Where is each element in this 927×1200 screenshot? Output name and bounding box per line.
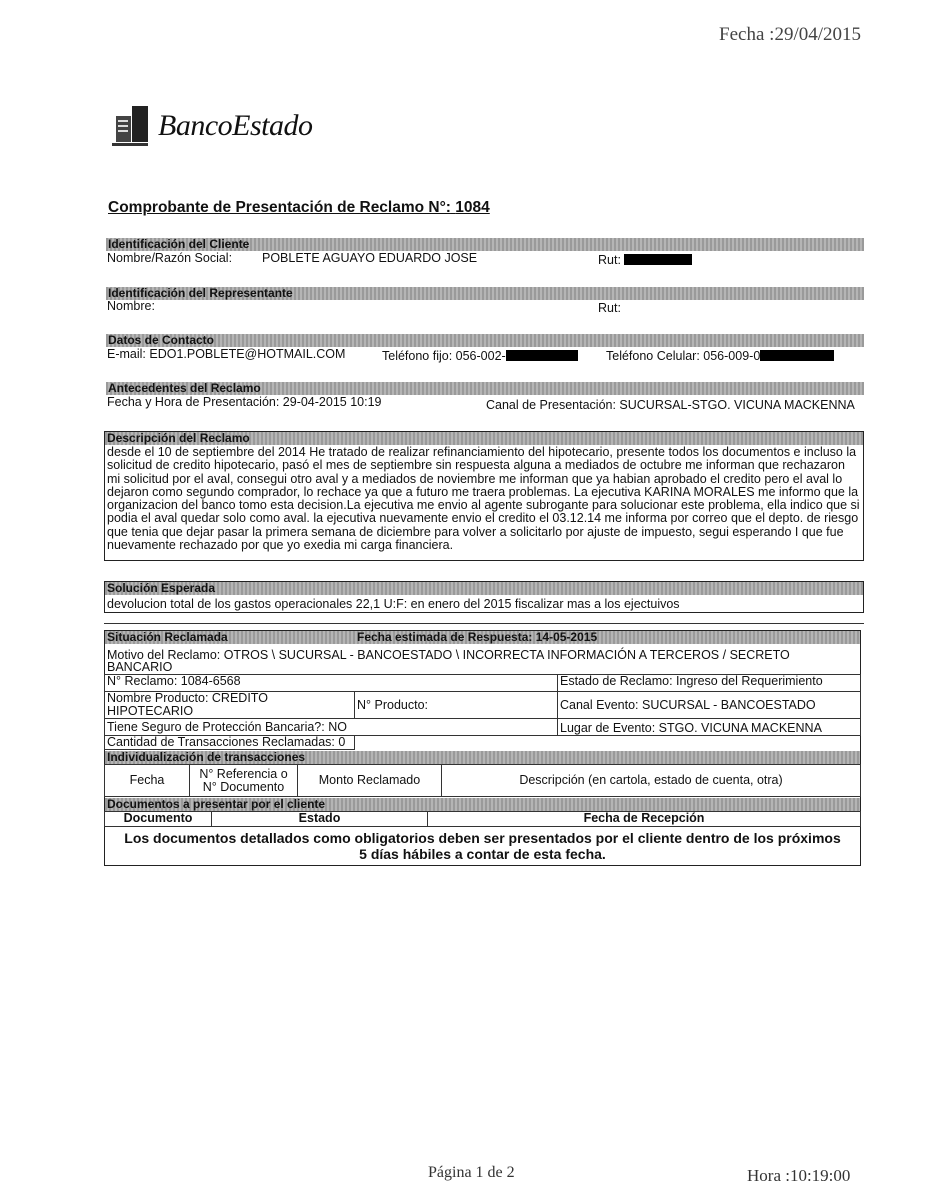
descripcion-line: dejaron como segundo comprador, lo rechace ya que a futuro me traera problemas. La ejecutiva KARINA MORALES me informo que la [107,484,859,499]
descripcion-line: organizacion del banco tomo esta decision.La ejecutiva me envio al agente subrogante para solucionar este problema, ella indico que si [107,498,860,513]
antecedentes-canal: Canal de Presentación: SUCURSAL-STGO. VICUNA MACKENNA [486,398,855,412]
bank-logo [112,106,312,146]
bank-name: BancoEstado [158,109,313,142]
descripcion-line: solicitud de credito hipotecario, pasó el mes de septiembre sin respuesta alguna a mediados de octubre me informan que rechazaron [107,458,845,473]
representante-nombre-label: Nombre: [107,299,155,313]
col-fecha-recepcion: Fecha de Recepción [428,812,861,827]
descripcion-line: desde el 10 de septiembre del 2014 He tratado de realizar refinanciamiento del hipotecario, presente todos los documentos e incluso la [107,445,857,459]
cliente-nombre-value: POBLETE AGUAYO EDUARDO JOSE [262,251,478,265]
descripcion-line: nuevamente rechazado por que yo exedia mi carga financiera. [107,538,454,553]
canal-evento-cell: Canal Evento: SUCURSAL - BANCOESTADO [558,692,861,719]
section-descripcion: Descripción del Reclamo [105,432,863,445]
contacto-celular-text: Teléfono Celular: 056-009-0 [606,349,761,363]
redaction-bar [760,350,834,361]
col-referencia-line-1: N° Referencia o [199,766,288,781]
descripcion-line: podia el aval quedar solo como aval. la ejecutiva nuevamente envio el credito el 03.12.14 me informa por correo que el depto. de riesgo [107,511,859,526]
col-referencia [190,765,298,797]
cantidad-cell: Cantidad de Transacciones Reclamadas: 0 [105,736,355,750]
section-transacciones: Individualización de transacciones [105,751,860,764]
section-contacto: Datos de Contacto [106,334,864,347]
documentos-notice [104,830,861,862]
contacto-email: E-mail: EDO1.POBLETE@HOTMAIL.COM [107,347,346,361]
cliente-rut-label: Rut: [598,253,621,267]
section-representante: Identificación del Representante [106,287,864,300]
documentos-table [104,811,861,827]
section-cliente: Identificación del Cliente [106,238,864,251]
producto-line-2: HIPOTECARIO [107,704,194,718]
col-fecha: Fecha [105,765,190,797]
cliente-nombre-label: Nombre/Razón Social: [107,251,233,265]
motivo-line-1: Motivo del Reclamo: OTROS \ SUCURSAL - BANCOESTADO \ INCORRECTA INFORMACIÓN A TERCEROS / SECRETO [107,648,790,662]
cliente-rut [598,253,692,267]
section-antecedentes: Antecedentes del Reclamo [106,382,864,395]
col-referencia-line-2: N° Documento [202,779,285,794]
motivo-line-2: BANCARIO [107,660,173,674]
col-descripcion: Descripción (en cartola, estado de cuenta, otra) [442,765,861,797]
transacciones-table [104,764,861,797]
situacion-title: Situación Reclamada [107,630,228,644]
claim-number: 1084 [455,199,490,216]
section-solucion: Solución Esperada [105,582,863,595]
col-estado: Estado [212,812,428,827]
section-situacion [105,631,860,644]
representante-rut-label: Rut: [598,301,621,315]
descripcion-text [107,446,863,552]
estado-cell: Estado de Reclamo: Ingreso del Requerimiento [558,675,861,692]
seguro-cell: Tiene Seguro de Protección Bancaria?: NO [105,719,558,736]
fecha-respuesta: Fecha estimada de Respuesta: 14-05-2015 [357,630,598,644]
redaction-bar [506,350,578,361]
producto-cell [105,692,355,719]
print-time: Hora :10:19:00 [747,1166,851,1185]
notice-line-1: Los documentos detallados como obligatorios deben ser presentados por el cliente dentro de los próximos [124,830,841,846]
n-reclamo-cell: N° Reclamo: 1084-6568 [105,675,558,692]
descripcion-line: que tenia que dejar pasar la primera semana de diciembre para volver a solicitarlo por ajuste de impuesto, segui esperando I que fue [107,524,844,539]
title-label: Comprobante de Presentación de Reclamo N°: [108,199,451,216]
page-title [108,199,490,217]
producto-line-1: Nombre Producto: CREDITO [107,691,268,705]
descripcion-line: mi solicitud por el aval, consegui otro aval y a mediados de noviembre me informan que ya habian aprobado el credito pero el aval lo [107,471,843,486]
situacion-table [104,674,861,750]
notice-line-2: 5 días hábiles a contar de esta fecha. [359,846,606,862]
contacto-fijo [382,349,578,363]
bank-logo-icon [112,106,152,146]
empty-cell [558,736,861,750]
print-date: Fecha :29/04/2015 [719,24,861,45]
lugar-cell: Lugar de Evento: STGO. VICUNA MACKENNA [558,719,861,736]
page-number: Página 1 de 2 [428,1164,515,1181]
antecedentes-fecha: Fecha y Hora de Presentación: 29-04-2015 10:19 [107,395,382,409]
divider [104,623,864,624]
section-documentos: Documentos a presentar por el cliente [105,798,860,811]
solucion-text: devolucion total de los gastos operacionales 22,1 U:F: en enero del 2015 fiscalizar mas a los ejectuivos [107,597,680,611]
redaction-bar [624,254,692,265]
empty-cell [355,736,558,750]
n-producto-cell: N° Producto: [355,692,558,719]
col-monto: Monto Reclamado [298,765,442,797]
contacto-fijo-text: Teléfono fijo: 056-002- [382,349,506,363]
col-documento: Documento [105,812,212,827]
contacto-celular [606,349,834,363]
